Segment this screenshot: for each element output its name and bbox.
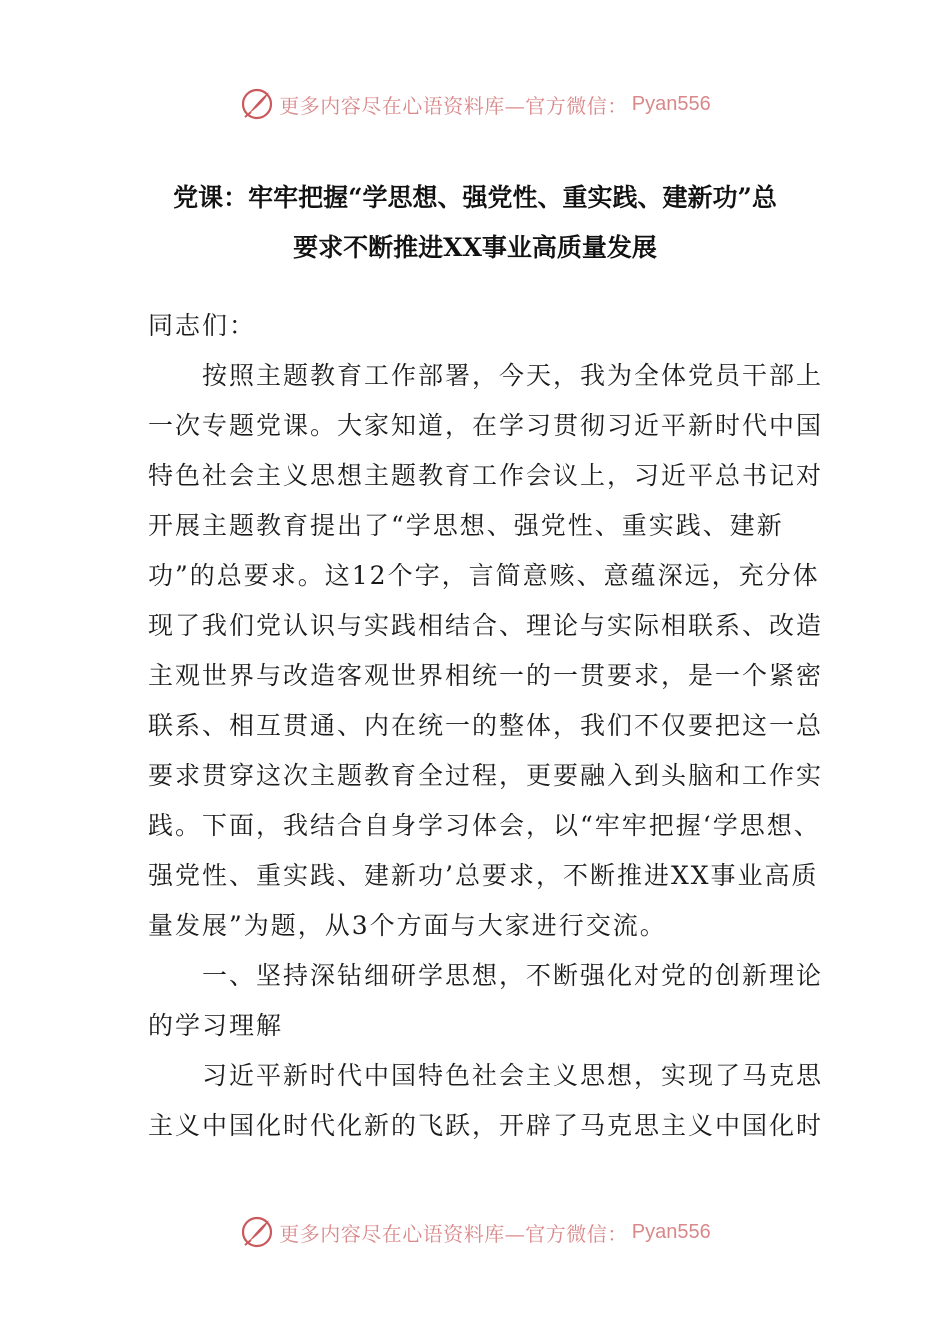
quill-pen-icon <box>239 86 275 122</box>
body-line: 联系、相互贯通、内在统一的整体，我们不仅要把这一总 <box>148 711 824 740</box>
document-title-line-2: 要求不断推进XX事业高质量发展 <box>293 233 657 262</box>
body-line: 践。下面，我结合自身学习体会，以“牢牢把握‘学思想、 <box>148 811 821 840</box>
watermark-text: 更多内容尽在心语资料库—官方微信： <box>279 1221 628 1246</box>
watermark-wechat-id: Pyan556 <box>631 1220 711 1243</box>
document-title-line-1: 党课：牢牢把握“学思想、强党性、重实践、建新功”总 <box>173 183 777 212</box>
body-line: 量发展”为题，从3个方面与大家进行交流。 <box>148 911 667 940</box>
watermark-header <box>0 84 950 124</box>
body-line: 特色社会主义思想主题教育工作会议上，习近平总书记对 <box>148 461 824 490</box>
body-line: 现了我们党认识与实践相结合、理论与实际相联系、改造 <box>148 611 824 640</box>
quill-pen-icon <box>239 1214 275 1250</box>
body-line: 主义中国化时代化新的飞跃，开辟了马克思主义中国化时 <box>148 1111 824 1140</box>
body-line: 同志们： <box>148 311 257 340</box>
body-line: 要求贯穿这次主题教育全过程，更要融入到头脑和工作实 <box>148 761 824 790</box>
body-line: 强党性、重实践、建新功’总要求，不断推进XX事业高质 <box>148 861 819 890</box>
body-line: 一次专题党课。大家知道，在学习贯彻习近平新时代中国 <box>148 411 824 440</box>
body-line: 主观世界与改造客观世界相统一的一贯要求，是一个紧密 <box>148 661 824 690</box>
section-heading-line: 一、坚持深钻细研学思想，不断强化对党的创新理论 <box>148 961 824 990</box>
watermark-text: 更多内容尽在心语资料库—官方微信： <box>279 93 628 118</box>
section-heading-line: 的学习理解 <box>148 1011 284 1040</box>
body-line: 按照主题教育工作部署，今天，我为全体党员干部上 <box>148 361 824 390</box>
body-line: 开展主题教育提出了“学思想、强党性、重实践、建新 <box>148 511 784 540</box>
body-line: 功”的总要求。这12个字，言简意赅、意蕴深远，充分体 <box>148 561 820 590</box>
watermark-footer <box>0 1212 950 1252</box>
body-line: 习近平新时代中国特色社会主义思想，实现了马克思 <box>148 1061 824 1090</box>
watermark-wechat-id: Pyan556 <box>631 92 711 115</box>
